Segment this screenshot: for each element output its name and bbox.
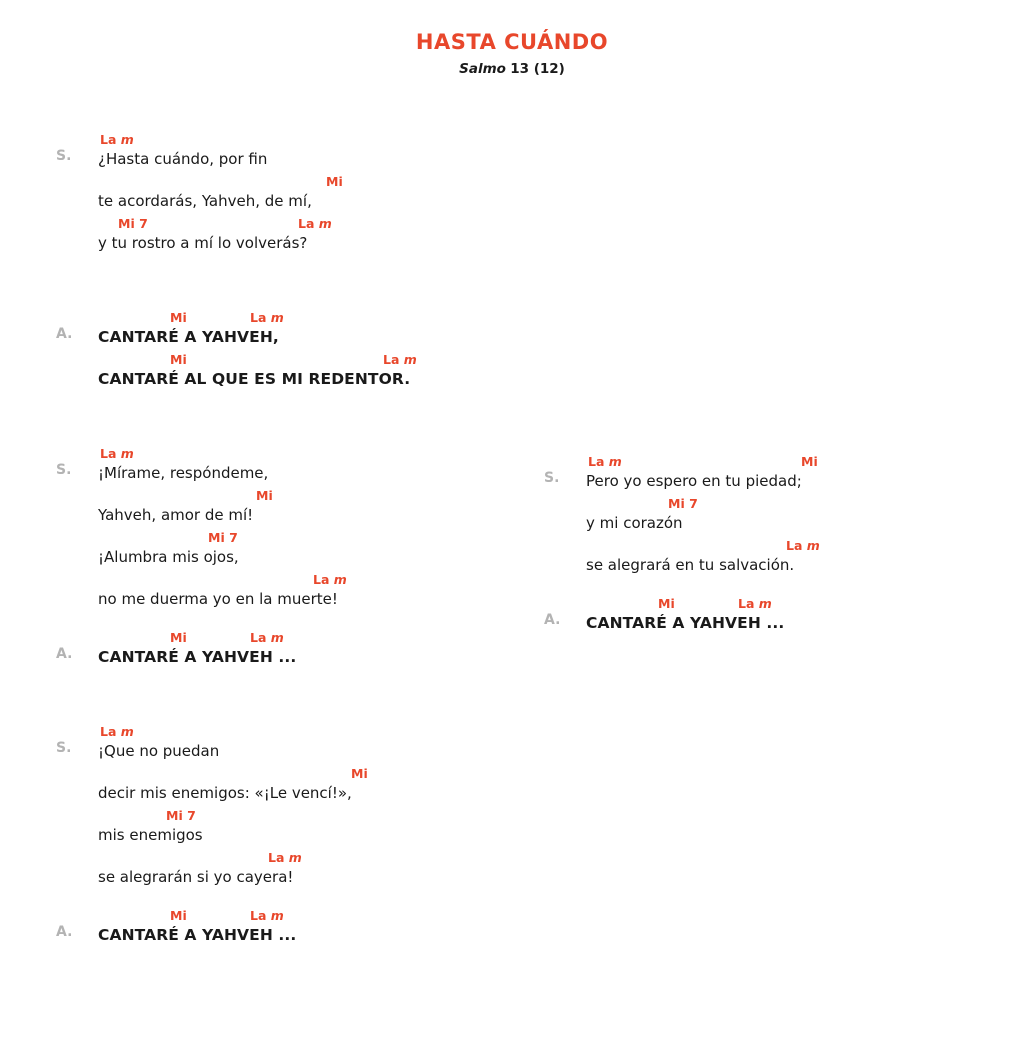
chord-label: La m (313, 572, 347, 587)
block-spacer (544, 578, 1004, 594)
chord-label: La m (250, 908, 284, 923)
verse-block (544, 594, 1004, 636)
lyric-line: ¡Alumbra mis ojos, (98, 548, 239, 566)
verse-lines (98, 722, 526, 890)
chord-label: Mi 7 (166, 808, 196, 823)
verse-lines (98, 628, 526, 670)
lyric-line: y mi corazón (586, 514, 683, 532)
response-lyric-line: CANTARÉ A YAHVEH, (98, 328, 279, 346)
lyric-line: ¡Mírame, respóndeme, (98, 464, 269, 482)
chord-line (586, 536, 1004, 553)
lyric-line: Yahveh, amor de mí! (98, 506, 254, 524)
chord-line (98, 444, 526, 461)
speaker-label-assembly: A. (56, 326, 73, 342)
chord-label: Mi (658, 596, 675, 611)
chord-line (98, 172, 526, 189)
chord-label: Mi (256, 488, 273, 503)
block-spacer (56, 948, 526, 982)
lyric-line: se alegrarán si yo cayera! (98, 868, 294, 886)
chord-line (98, 628, 526, 645)
chord-label: Mi (170, 352, 187, 367)
chord-label: La m (786, 538, 820, 553)
chord-label: La m (383, 352, 417, 367)
speaker-label-soloist: S. (544, 470, 560, 486)
chord-label: Mi 7 (208, 530, 238, 545)
chord-line (98, 486, 526, 503)
chord-line (98, 214, 526, 231)
verse-block (56, 130, 526, 256)
chord-line (586, 494, 1004, 511)
chord-line (98, 528, 526, 545)
column-left (56, 130, 526, 982)
verse-block (544, 452, 1004, 578)
response-lyric-line: CANTARÉ A YAHVEH ... (98, 648, 297, 666)
verse-lines (98, 130, 526, 256)
block-spacer (56, 256, 526, 308)
verse-lines (98, 308, 526, 392)
chord-line (98, 308, 526, 325)
chord-label: La m (738, 596, 772, 611)
chord-label: Mi (170, 310, 187, 325)
chord-label: Mi (801, 454, 818, 469)
verse-lines (98, 906, 526, 948)
block-spacer (56, 670, 526, 722)
chord-label: La m (268, 850, 302, 865)
chord-label: La m (250, 630, 284, 645)
chord-label: La m (100, 446, 134, 461)
lyric-line: se alegrará en tu salvación. (586, 556, 795, 574)
verse-block (56, 628, 526, 670)
block-spacer (56, 612, 526, 628)
speaker-label-assembly: A. (544, 612, 561, 628)
chord-label: La m (100, 132, 134, 147)
lyric-line: y tu rostro a mí lo volverás? (98, 234, 308, 252)
verse-lines (586, 594, 1004, 636)
chord-label: Mi (351, 766, 368, 781)
chord-label: Mi (326, 174, 343, 189)
chord-label: La m (250, 310, 284, 325)
block-spacer (544, 636, 1004, 670)
chord-label: Mi 7 (668, 496, 698, 511)
response-lyric-line: CANTARÉ A YAHVEH ... (98, 926, 297, 944)
lyric-line: ¡Que no puedan (98, 742, 220, 760)
column-right (544, 452, 1004, 670)
psalm-number: 13 (12) (510, 61, 565, 77)
chord-line (98, 722, 526, 739)
psalm-label: Salmo (459, 61, 506, 77)
lyric-line: te acordarás, Yahveh, de mí, (98, 192, 312, 210)
speaker-label-assembly: A. (56, 924, 73, 940)
chord-line (98, 764, 526, 781)
chord-line (586, 594, 1004, 611)
verse-block (56, 906, 526, 948)
response-lyric-line: CANTARÉ AL QUE ES MI REDENTOR. (98, 370, 411, 388)
chord-line (98, 130, 526, 147)
block-spacer (56, 890, 526, 906)
page-subtitle (0, 61, 1024, 77)
speaker-label-soloist: S. (56, 148, 72, 164)
lyric-line: Pero yo espero en tu piedad; (586, 472, 802, 490)
speaker-label-soloist: S. (56, 740, 72, 756)
speaker-label-soloist: S. (56, 462, 72, 478)
page-title: HASTA CUÁNDO (415, 30, 609, 54)
verse-lines (98, 444, 526, 612)
chord-line (98, 570, 526, 587)
chord-label: Mi (170, 630, 187, 645)
chord-label: La m (588, 454, 622, 469)
chord-line (98, 806, 526, 823)
chord-label: La m (298, 216, 332, 231)
lyric-line: mis enemigos (98, 826, 203, 844)
speaker-label-assembly: A. (56, 646, 73, 662)
chord-line (98, 906, 526, 923)
verse-block (56, 308, 526, 392)
block-spacer (56, 392, 526, 444)
chord-label: Mi (170, 908, 187, 923)
verse-block (56, 722, 526, 890)
chord-line (586, 452, 1004, 469)
lyric-line: ¿Hasta cuándo, por fin (98, 150, 268, 168)
chord-label: La m (100, 724, 134, 739)
song-sheet-page (0, 30, 1024, 1054)
chord-line (98, 848, 526, 865)
lyric-line: decir mis enemigos: «¡Le vencí!», (98, 784, 352, 802)
chord-line (98, 350, 526, 367)
verse-lines (586, 452, 1004, 578)
lyric-line: no me duerma yo en la muerte! (98, 590, 338, 608)
chord-label: Mi 7 (118, 216, 148, 231)
response-lyric-line: CANTARÉ A YAHVEH ... (586, 614, 785, 632)
verse-block (56, 444, 526, 612)
